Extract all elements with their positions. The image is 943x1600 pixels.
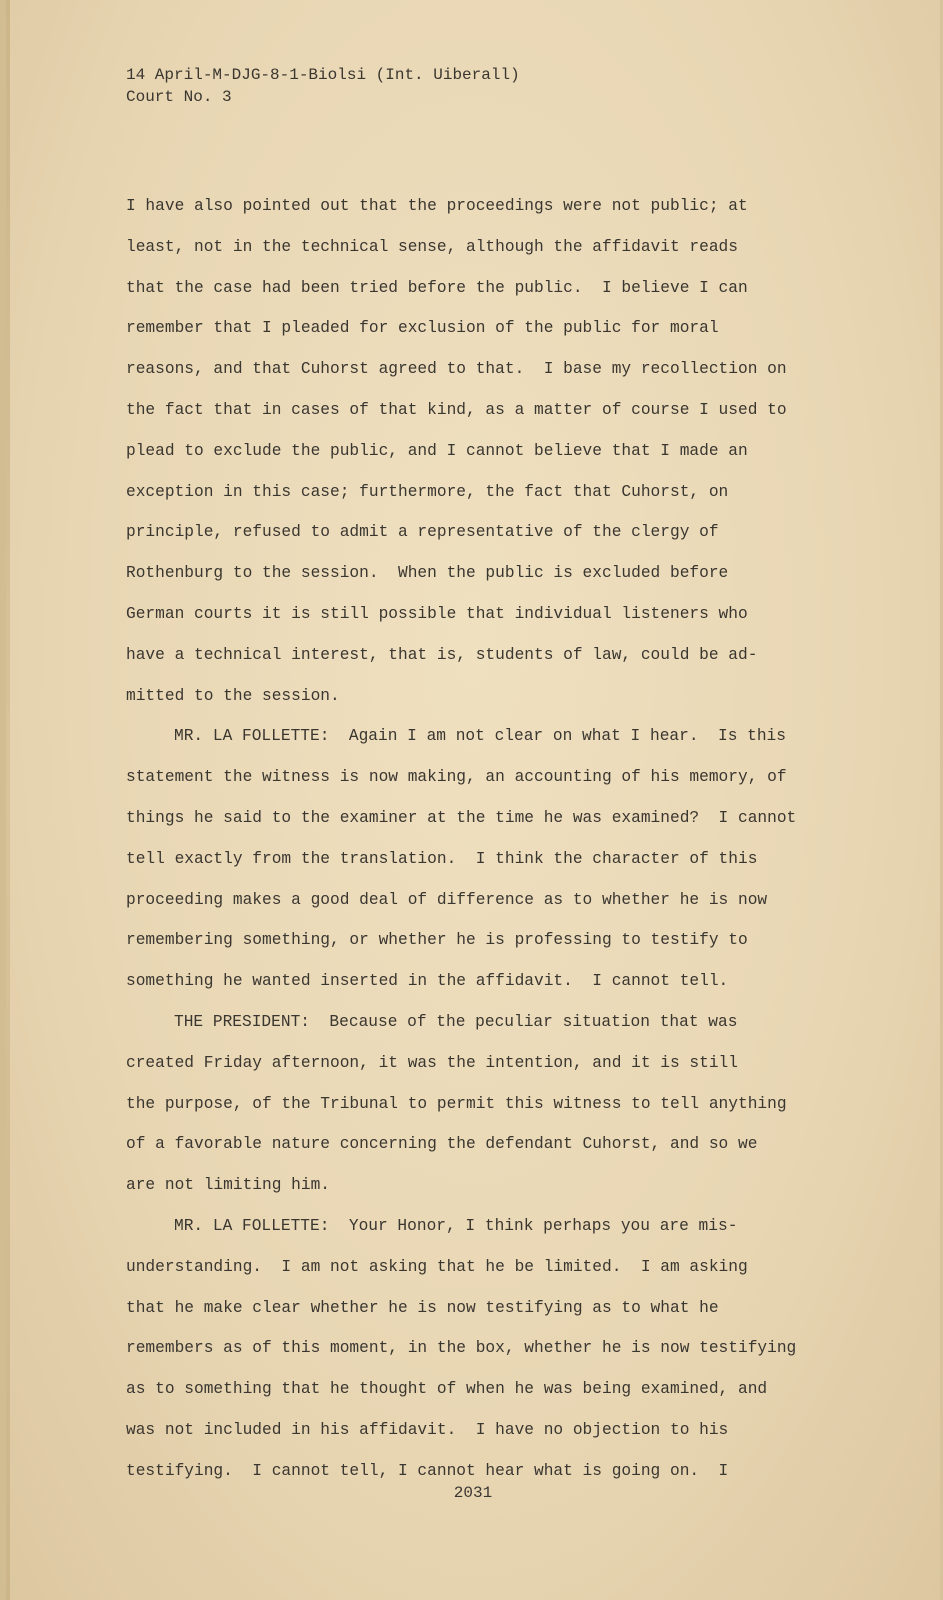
transcript-line: testifying. I cannot tell, I cannot hear what is going on. I	[126, 1461, 729, 1480]
transcript-line: something he wanted inserted in the affidavit. I cannot tell.	[126, 972, 729, 991]
page-number: 2031	[453, 1484, 493, 1502]
transcript-line: the fact that in cases of that kind, as a matter of course I used to	[126, 400, 787, 419]
transcript-line: created Friday afternoon, it was the intention, and it is still	[126, 1053, 738, 1072]
transcript-line: THE PRESIDENT: Because of the peculiar situation that was	[174, 1012, 738, 1031]
transcript-line: as to something that he thought of when he was being examined, and	[126, 1380, 768, 1399]
transcript-line: plead to exclude the public, and I cannot believe that I made an	[126, 441, 748, 460]
transcript-body	[126, 186, 846, 1492]
transcript-line: statement the witness is now making, an accounting of his memory, of	[126, 768, 787, 787]
transcript-line: Rothenburg to the session. When the public is excluded before	[126, 564, 729, 583]
transcript-line: I have also pointed out that the proceedings were not public; at	[126, 197, 748, 215]
page-edge	[6, 0, 10, 1600]
transcript-line: that he make clear whether he is now testifying as to what he	[126, 1298, 719, 1317]
transcript-line: remember that I pleaded for exclusion of the public for moral	[126, 319, 719, 338]
transcript-line: MR. LA FOLLETTE: Again I am not clear on what I hear. Is this	[174, 727, 786, 746]
transcript-line: understanding. I am not asking that he be limited. I am asking	[126, 1257, 748, 1276]
transcript-line: things he said to the examiner at the time he was examined? I cannot	[126, 808, 797, 827]
header-reference-line: 14 April-M-DJG-8-1-Biolsi (Int. Uiberall)	[126, 66, 520, 84]
transcript-line: mitted to the session.	[126, 686, 340, 705]
transcript-line: of a favorable nature concerning the defendant Cuhorst, and so we	[126, 1135, 758, 1154]
transcript-line: principle, refused to admit a representative of the clergy of	[126, 523, 719, 542]
transcript-line: remembers as of this moment, in the box, whether he is now testifying	[126, 1339, 797, 1358]
transcript-line: exception in this case; furthermore, the fact that Cuhorst, on	[126, 482, 729, 501]
transcript-line: reasons, and that Cuhorst agreed to that. I base my recollection on	[126, 360, 787, 379]
transcript-line: least, not in the technical sense, although the affidavit reads	[126, 237, 738, 256]
header-court-line: Court No. 3	[126, 88, 232, 106]
transcript-line: that the case had been tried before the public. I believe I can	[126, 278, 748, 297]
document-header	[126, 64, 520, 108]
transcript-line: remembering something, or whether he is professing to testify to	[126, 931, 748, 950]
transcript-line: have a technical interest, that is, students of law, could be ad-	[126, 645, 758, 664]
transcript-line: proceeding makes a good deal of difference as to whether he is now	[126, 890, 768, 909]
transcript-line: the purpose, of the Tribunal to permit this witness to tell anything	[126, 1094, 787, 1113]
transcript-line: tell exactly from the translation. I think the character of this	[126, 849, 758, 868]
transcript-line: was not included in his affidavit. I have no objection to his	[126, 1420, 729, 1439]
transcript-line: are not limiting him.	[126, 1176, 330, 1195]
transcript-line: German courts it is still possible that individual listeners who	[126, 604, 748, 623]
transcript-line: MR. LA FOLLETTE: Your Honor, I think perhaps you are mis-	[174, 1216, 738, 1235]
